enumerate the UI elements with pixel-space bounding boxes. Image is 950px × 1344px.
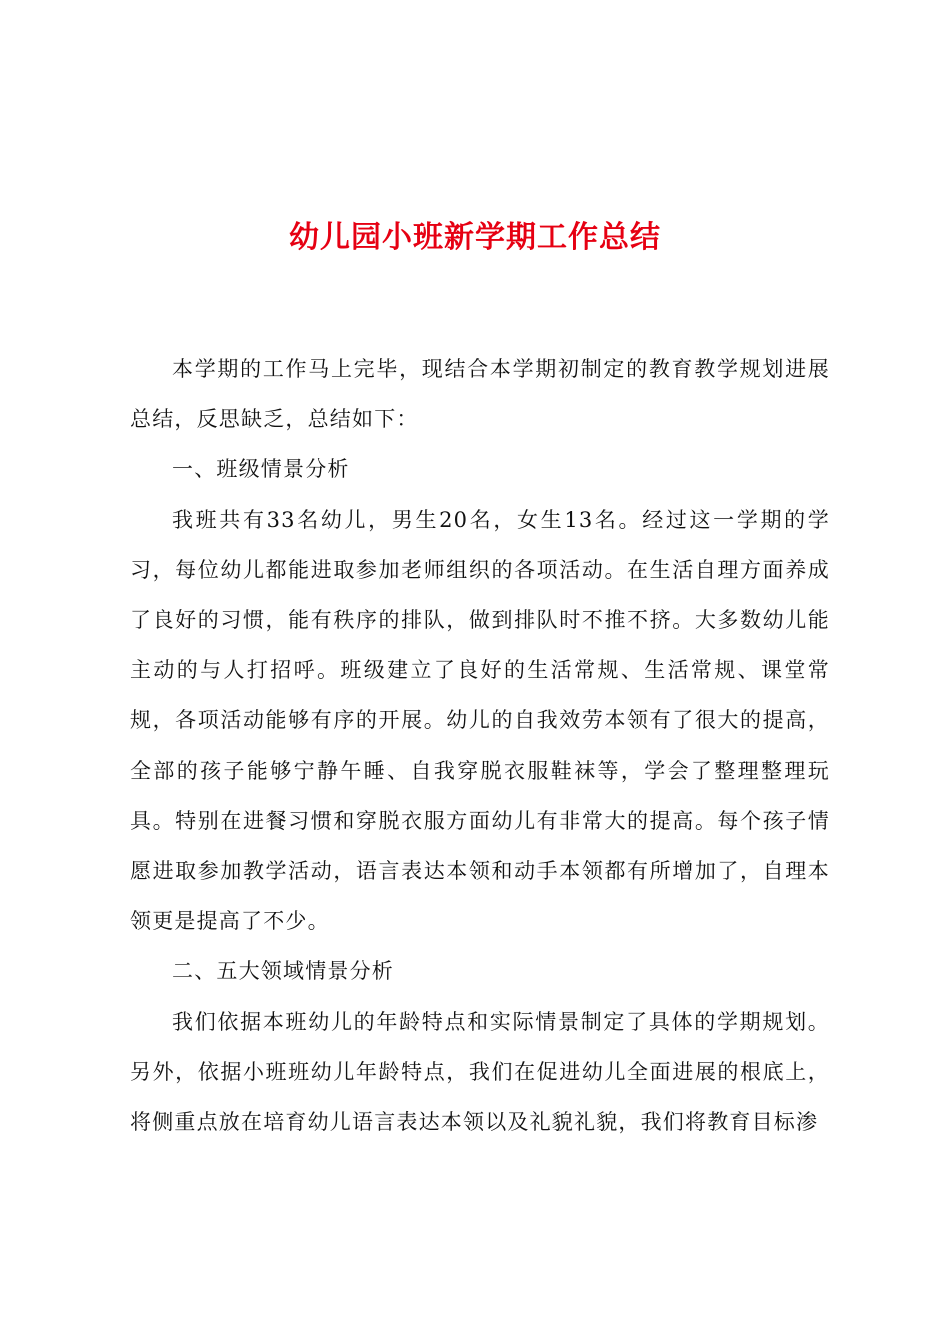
- section-heading-class-analysis: 一、班级情景分析: [172, 457, 350, 482]
- document-title: 幼儿园小班新学期工作总结: [289, 220, 661, 255]
- five-domains-paragraph: 我们依据本班幼儿的年龄特点和实际情景制定了具体的学期规划。另外，依据小班班幼儿年龄特点，我们在促进幼儿全面进展的根底上，将侧重点放在培育幼儿语言表达本领以及礼貌礼貌，我们将教育目标渗: [130, 1009, 830, 1135]
- document-body: [130, 344, 830, 1147]
- section-heading-five-domains: 二、五大领域情景分析: [172, 959, 394, 984]
- intro-paragraph: 本学期的工作马上完毕，现结合本学期初制定的教育教学规划进展总结，反思缺乏，总结如下：: [130, 357, 830, 432]
- class-analysis-paragraph: 我班共有33名幼儿，男生20名，女生13名。经过这一学期的学习，每位幼儿都能进取参加老师组织的各项活动。在生活自理方面养成了良好的习惯，能有秩序的排队，做到排队时不推不挤。大多数幼儿能主动的与人打招呼。班级建立了良好的生活常规、生活常规、课堂常规，各项活动能够有序的开展。幼儿的自我效劳本领有了很大的提高，全部的孩子能够宁静午睡、自我穿脱衣服鞋袜等，学会了整理整理玩具。特别在进餐习惯和穿脱衣服方面幼儿有非常大的提高。每个孩子情愿进取参加教学活动，语言表达本领和动手本领都有所增加了，自理本领更是提高了不少。: [130, 507, 830, 934]
